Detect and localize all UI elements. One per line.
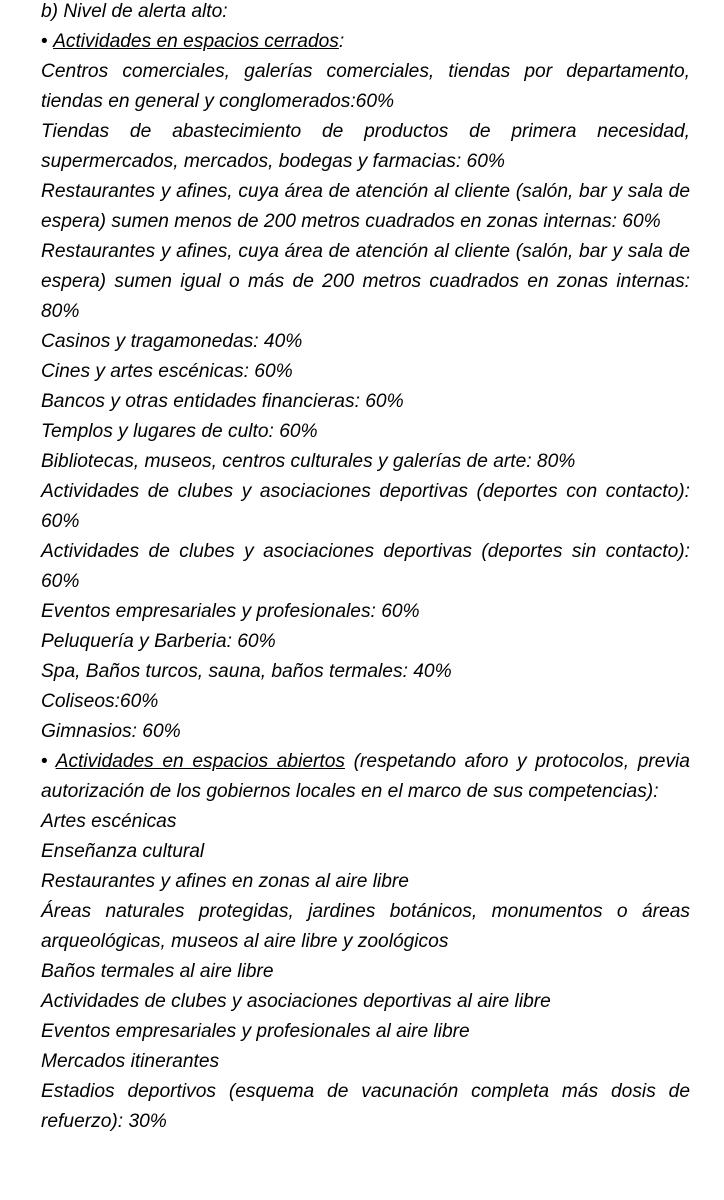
open-item: Artes escénicas	[41, 811, 177, 832]
open-spaces-heading	[41, 747, 690, 807]
closed-item: Casinos y tragamonedas: 40%	[41, 331, 303, 352]
open-item: Estadios deportivos (esquema de vacunación completa más dosis de refuerzo): 30%	[41, 1081, 690, 1132]
closed-item: Peluquería y Barberia: 60%	[41, 631, 276, 652]
closed-spaces-title: Actividades en espacios cerrados	[53, 31, 339, 52]
bullet: •	[41, 751, 48, 772]
closed-item: Templos y lugares de culto: 60%	[41, 421, 318, 442]
bullet: •	[41, 31, 48, 52]
closed-item: Bancos y otras entidades financieras: 60%	[41, 391, 404, 412]
open-item: Restaurantes y afines en zonas al aire libre	[41, 871, 409, 892]
closed-item: Actividades de clubes y asociaciones deportivas (deportes sin contacto): 60%	[41, 541, 690, 592]
closed-item: Coliseos:60%	[41, 691, 159, 712]
alert-level-heading: b) Nivel de alerta alto:	[41, 1, 228, 22]
open-item: Baños termales al aire libre	[41, 961, 274, 982]
closed-spaces-colon: :	[338, 31, 345, 52]
open-item: Actividades de clubes y asociaciones deportivas al aire libre	[41, 991, 551, 1012]
open-item: Enseñanza cultural	[41, 841, 205, 862]
closed-item: Actividades de clubes y asociaciones deportivas (deportes con contacto): 60%	[41, 481, 690, 532]
closed-item: Restaurantes y afines, cuya área de atención al cliente (salón, bar y sala de espera) sumen igual o más de 200 metros cuadrados en zonas internas: 80%	[41, 241, 690, 322]
closed-item: Gimnasios: 60%	[41, 721, 181, 742]
closed-item: Cines y artes escénicas: 60%	[41, 361, 293, 382]
closed-item: Centros comerciales, galerías comerciales, tiendas por departamento, tiendas en general y conglomerados:60%	[41, 61, 690, 112]
open-item: Mercados itinerantes	[41, 1051, 220, 1072]
closed-item: Restaurantes y afines, cuya área de atención al cliente (salón, bar y sala de espera) sumen menos de 200 metros cuadrados en zonas internas: 60%	[41, 181, 690, 232]
closed-item: Bibliotecas, museos, centros culturales y galerías de arte: 80%	[41, 451, 576, 472]
closed-item: Tiendas de abastecimiento de productos de primera necesidad, supermercados, mercados, bodegas y farmacias: 60%	[41, 121, 690, 172]
closed-spaces-heading	[41, 27, 690, 57]
closed-item: Eventos empresariales y profesionales: 60%	[41, 601, 420, 622]
open-spaces-note: (respetando aforo y protocolos, previa autorización de los gobiernos locales en el marco de sus competencias):	[41, 751, 690, 802]
open-item: Eventos empresariales y profesionales al aire libre	[41, 1021, 470, 1042]
open-item: Áreas naturales protegidas, jardines botánicos, monumentos o áreas arqueológicas, museos al aire libre y zoológicos	[41, 901, 690, 952]
open-spaces-title: Actividades en espacios abiertos	[55, 751, 345, 772]
closed-item: Spa, Baños turcos, sauna, baños termales: 40%	[41, 661, 452, 682]
